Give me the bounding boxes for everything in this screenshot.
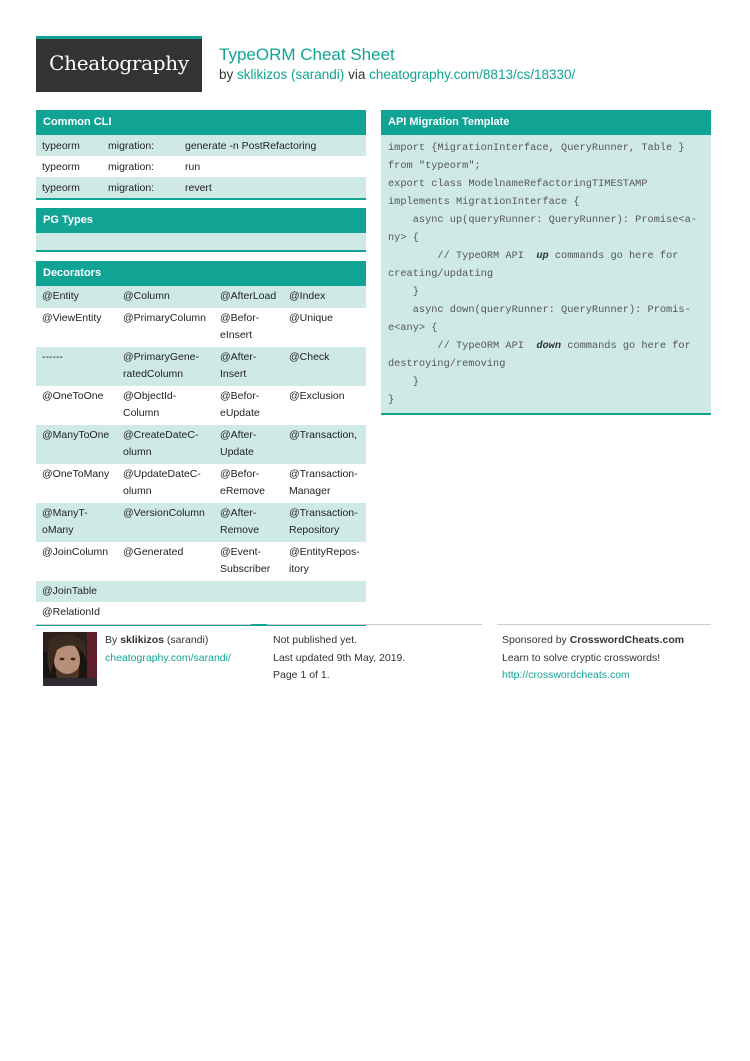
footer-page: Page 1 of 1. bbox=[273, 669, 330, 681]
footer-sponsor-line bbox=[502, 634, 684, 646]
cli-row bbox=[36, 177, 366, 198]
decorator-text: olumn bbox=[123, 485, 152, 497]
code-text: creating/updating bbox=[388, 268, 494, 280]
code-line bbox=[388, 193, 705, 211]
code-line bbox=[388, 319, 705, 337]
code-text: export class ModelnameRefactoringTIMESTAMP bbox=[388, 178, 648, 190]
api-migration-heading: API Migration Template bbox=[381, 110, 711, 135]
decorator-cell bbox=[36, 503, 117, 542]
decorator-cell bbox=[283, 286, 366, 308]
footer-author-line bbox=[105, 634, 208, 646]
decorator-text: @ManyT- bbox=[42, 506, 88, 519]
decorator-cell bbox=[117, 464, 214, 503]
decorator-text: @Befor- bbox=[220, 311, 260, 324]
via-text: via bbox=[348, 67, 366, 82]
author-photo-icon bbox=[43, 632, 97, 686]
cli-cell: typeorm bbox=[36, 135, 102, 156]
decorator-text: itory bbox=[289, 563, 309, 575]
decorator-row bbox=[36, 602, 366, 624]
decorator-text: Insert bbox=[220, 368, 247, 380]
cli-cell: revert bbox=[179, 177, 366, 198]
decorator-cell bbox=[214, 581, 283, 603]
decorator-cell bbox=[117, 308, 214, 347]
code-text: // TypeORM API bbox=[388, 250, 537, 262]
decorator-text: @PrimaryColumn bbox=[123, 311, 207, 324]
decorator-text: @Check bbox=[289, 350, 330, 363]
cli-row bbox=[36, 156, 366, 177]
code-line bbox=[388, 229, 705, 247]
decorator-text: @ManyToOne bbox=[42, 428, 110, 441]
decorator-text: oMany bbox=[42, 524, 74, 536]
code-text: import {MigrationInterface, QueryRunner, Table } bbox=[388, 142, 685, 154]
decorator-text: @RelationId bbox=[42, 606, 100, 618]
code-line bbox=[388, 175, 705, 193]
decorator-cell bbox=[283, 581, 366, 603]
decorator-cell bbox=[283, 464, 366, 503]
decorator-cell bbox=[36, 425, 117, 464]
api-migration-panel bbox=[381, 110, 711, 415]
decorator-row bbox=[36, 542, 366, 581]
code-text: commands go here for bbox=[561, 340, 691, 352]
decorator-text: @JoinTable bbox=[42, 584, 98, 597]
decorators-heading: Decorators bbox=[36, 261, 366, 286]
common-cli-heading: Common CLI bbox=[36, 110, 366, 135]
decorator-row bbox=[36, 425, 366, 464]
decorator-cell bbox=[117, 503, 214, 542]
common-cli-panel bbox=[36, 110, 366, 200]
decorator-row bbox=[36, 308, 366, 347]
footer-by: By bbox=[105, 634, 118, 646]
decorator-row bbox=[36, 581, 366, 603]
migration-code-block bbox=[381, 135, 711, 413]
decorator-row bbox=[36, 286, 366, 308]
decorator-cell bbox=[117, 542, 214, 581]
decorator-text: Repository bbox=[289, 524, 340, 536]
cheatography-logo[interactable] bbox=[36, 36, 202, 92]
decorator-text: @After- bbox=[220, 428, 257, 441]
decorator-text: ------ bbox=[42, 350, 63, 363]
decorator-cell bbox=[36, 581, 117, 603]
decorator-text: @OneToOne bbox=[42, 389, 104, 402]
cli-cell: typeorm bbox=[36, 156, 102, 177]
decorator-text: @Transaction, bbox=[289, 428, 358, 441]
decorator-cell bbox=[214, 542, 283, 581]
decorator-cell bbox=[283, 386, 366, 425]
decorator-text: @Transaction- bbox=[289, 467, 358, 480]
code-text: commands go here for bbox=[548, 250, 679, 262]
decorator-text: eInsert bbox=[220, 329, 253, 341]
byline bbox=[219, 67, 575, 82]
sheet-url-link[interactable]: cheatography.com/8813/cs/18330/ bbox=[369, 67, 576, 82]
decorator-cell bbox=[283, 503, 366, 542]
footer-author-name: sklikizos bbox=[120, 634, 164, 646]
code-keyword: up bbox=[536, 250, 549, 262]
decorator-cell bbox=[36, 386, 117, 425]
footer-divider-middle bbox=[267, 624, 482, 625]
decorator-row bbox=[36, 503, 366, 542]
cli-cell: migration: bbox=[102, 177, 179, 198]
decorator-cell bbox=[117, 347, 214, 386]
sponsor-link[interactable]: http://crosswordcheats.com bbox=[502, 669, 630, 681]
decorator-text: @EntityRepos- bbox=[289, 545, 360, 558]
code-line bbox=[388, 211, 705, 229]
decorator-cell bbox=[36, 308, 117, 347]
decorator-row bbox=[36, 347, 366, 386]
pg-types-heading: PG Types bbox=[36, 208, 366, 233]
pg-types-body bbox=[36, 233, 366, 250]
decorator-text: @CreateDateC- bbox=[123, 428, 199, 441]
footer-author-link[interactable]: cheatography.com/sarandi/ bbox=[105, 652, 231, 664]
decorator-text: Column bbox=[123, 407, 160, 419]
code-text: } bbox=[388, 286, 419, 298]
decorator-text: @Befor- bbox=[220, 467, 260, 480]
decorator-text: @Entity bbox=[42, 290, 79, 302]
decorator-cell bbox=[117, 386, 214, 425]
sponsor-tagline: Learn to solve cryptic crosswords! bbox=[502, 652, 661, 664]
decorator-text: @ObjectId- bbox=[123, 389, 177, 402]
code-text: } bbox=[388, 394, 395, 406]
decorator-cell bbox=[214, 602, 283, 624]
decorator-text: Manager bbox=[289, 485, 331, 497]
decorator-text: eUpdate bbox=[220, 407, 260, 419]
code-text: async up(queryRunner: QueryRunner): Promise<a- bbox=[388, 214, 697, 226]
author-avatar[interactable] bbox=[43, 632, 97, 686]
decorator-cell bbox=[36, 464, 117, 503]
decorator-cell bbox=[214, 464, 283, 503]
code-line bbox=[388, 247, 705, 265]
cli-cell: run bbox=[179, 156, 366, 177]
decorator-cell bbox=[214, 286, 283, 308]
decorator-text: @Unique bbox=[289, 311, 333, 324]
code-text: // TypeORM API bbox=[388, 340, 537, 352]
sponsor-name: CrosswordCheats.com bbox=[569, 634, 685, 646]
code-text: e<any> { bbox=[388, 322, 438, 334]
cli-cell: generate -n PostRefactoring bbox=[179, 135, 366, 156]
decorator-cell bbox=[117, 581, 214, 603]
code-line bbox=[388, 337, 705, 355]
decorator-cell bbox=[283, 425, 366, 464]
decorator-cell bbox=[117, 286, 214, 308]
decorator-text: @PrimaryGene- bbox=[123, 350, 200, 363]
decorator-text: @Transaction- bbox=[289, 506, 358, 519]
code-line bbox=[388, 355, 705, 373]
decorator-text: Subscriber bbox=[220, 563, 271, 575]
cli-row bbox=[36, 135, 366, 156]
decorator-text: olumn bbox=[123, 446, 152, 458]
decorator-cell bbox=[214, 347, 283, 386]
decorator-text: @VersionColumn bbox=[123, 506, 205, 519]
cli-cell: migration: bbox=[102, 135, 179, 156]
code-text: ny> { bbox=[388, 232, 419, 244]
decorator-cell bbox=[214, 386, 283, 425]
decorator-text: @Generated bbox=[123, 545, 184, 558]
footer-updated: Last updated 9th May, 2019. bbox=[273, 652, 406, 664]
decorator-cell bbox=[214, 425, 283, 464]
by-prefix: by bbox=[219, 67, 234, 82]
decorator-cell bbox=[214, 308, 283, 347]
cli-cell: migration: bbox=[102, 156, 179, 177]
decorator-row bbox=[36, 464, 366, 503]
decorator-cell bbox=[214, 503, 283, 542]
decorator-text: eRemove bbox=[220, 485, 265, 497]
decorator-text: ratedColumn bbox=[123, 368, 184, 380]
code-text: from "typeorm"; bbox=[388, 160, 481, 172]
pg-types-panel bbox=[36, 208, 366, 252]
decorator-cell bbox=[36, 286, 117, 308]
decorators-panel bbox=[36, 261, 366, 626]
decorator-cell bbox=[117, 425, 214, 464]
page-title: TypeORM Cheat Sheet bbox=[219, 45, 395, 64]
decorator-text: @Column bbox=[123, 290, 170, 302]
decorators-table bbox=[36, 286, 366, 624]
code-line bbox=[388, 283, 705, 301]
decorator-cell bbox=[36, 542, 117, 581]
decorator-text: @Event- bbox=[220, 545, 262, 558]
decorator-cell bbox=[283, 308, 366, 347]
code-text: } bbox=[388, 376, 419, 388]
code-line bbox=[388, 373, 705, 391]
decorator-text: @Exclusion bbox=[289, 389, 345, 402]
author-link[interactable]: sklikizos (sarandi) bbox=[237, 67, 345, 82]
code-line bbox=[388, 157, 705, 175]
logo-text: Cheatography bbox=[49, 51, 189, 75]
sponsor-prefix: Sponsored by bbox=[502, 634, 567, 646]
decorator-text: Remove bbox=[220, 524, 260, 536]
code-text: implements MigrationInterface { bbox=[388, 196, 580, 208]
code-keyword: down bbox=[536, 340, 562, 352]
decorator-cell bbox=[36, 347, 117, 386]
code-line bbox=[388, 265, 705, 283]
decorator-text: @AfterLoad bbox=[220, 290, 277, 302]
decorator-text: @Befor- bbox=[220, 389, 260, 402]
common-cli-table bbox=[36, 135, 366, 198]
decorator-row bbox=[36, 386, 366, 425]
code-line bbox=[388, 139, 705, 157]
code-line bbox=[388, 301, 705, 319]
footer-published: Not published yet. bbox=[273, 634, 358, 646]
decorator-cell bbox=[283, 347, 366, 386]
footer-divider-right bbox=[497, 624, 711, 625]
footer-divider-left bbox=[36, 624, 251, 625]
decorator-text: @UpdateDateC- bbox=[123, 467, 201, 480]
decorator-cell bbox=[36, 602, 117, 624]
decorator-text: @OneToMany bbox=[42, 467, 110, 480]
code-text: async down(queryRunner: QueryRunner): Promis- bbox=[388, 304, 691, 316]
decorator-cell bbox=[117, 602, 214, 624]
cli-cell: typeorm bbox=[36, 177, 102, 198]
decorator-text: @After- bbox=[220, 506, 257, 519]
decorator-cell bbox=[283, 602, 366, 624]
code-line bbox=[388, 391, 705, 409]
decorator-text: Update bbox=[220, 446, 254, 458]
decorator-text: @JoinColumn bbox=[42, 545, 109, 558]
code-text: destroying/removing bbox=[388, 358, 506, 370]
decorator-text: @After- bbox=[220, 350, 257, 363]
decorator-cell bbox=[283, 542, 366, 581]
decorator-text: @Index bbox=[289, 290, 326, 302]
footer-author-handle: (sarandi) bbox=[166, 634, 209, 646]
decorator-text: @ViewEntity bbox=[42, 311, 102, 324]
